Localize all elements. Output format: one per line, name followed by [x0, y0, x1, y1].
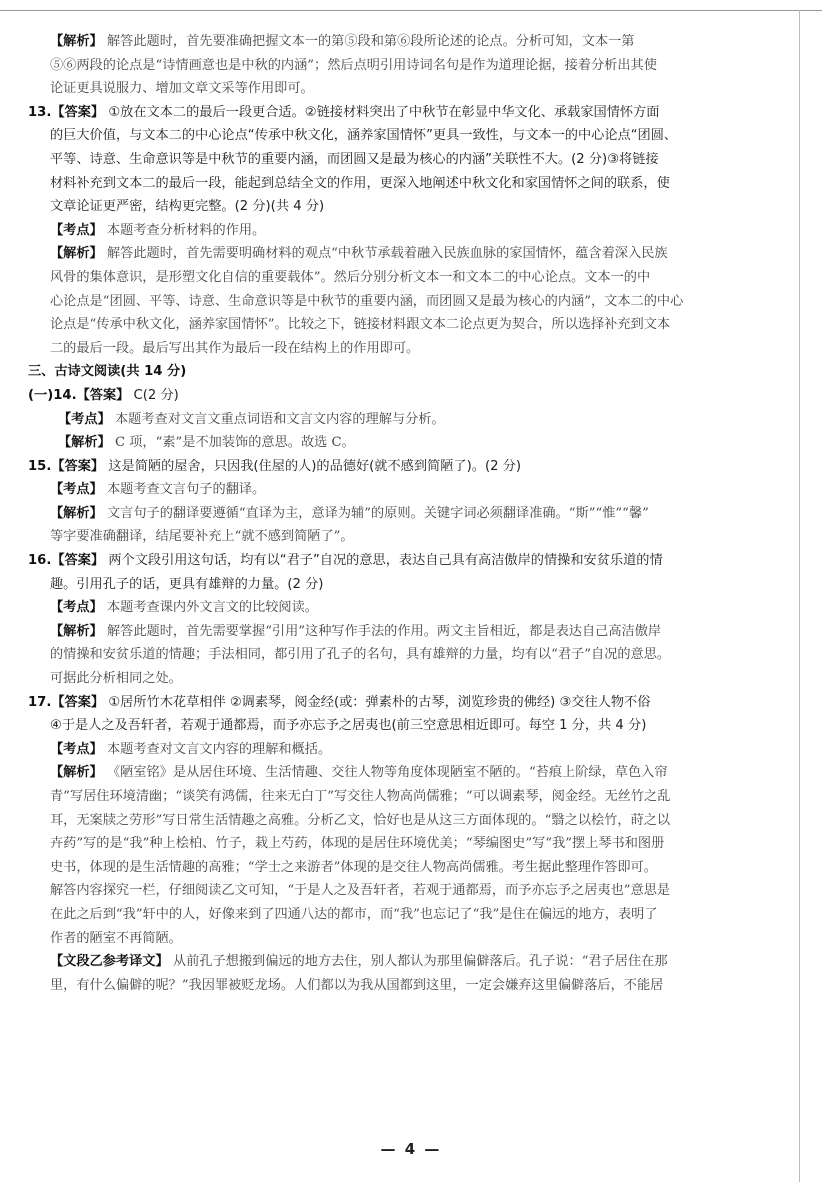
text-line [28, 573, 780, 597]
line-text: 材料补充到文本二的最后一段，能起到总结全文的作用，更深入地阐述中秋文化和家国情怀之间的联系，使 [50, 175, 670, 191]
text-line [28, 242, 780, 266]
section-tag: 【解析】 [58, 435, 111, 451]
line-text: 卉药”写的是“我”种上桧柏、竹子，栽上芍药，体现的是居住环境优美；“琴编图史”写“我”摆上琴书和图册 [50, 836, 665, 852]
page-right-edge [799, 10, 800, 1182]
line-text: 从前孔子想搬到偏远的地方去住，别人都认为那里偏僻落后。孔子说：“君子居住在那 [168, 954, 668, 970]
line-text: 在此之后到“我”轩中的人，好像来到了四通八达的都市，而“我”也忘记了“我”是住在偏远的地方，表明了 [50, 906, 658, 922]
line-text: ⑤⑥两段的论点是“诗情画意也是中秋的内涵”；然后点明引用诗词名句是作为道理论据，接着分析出其使 [50, 57, 657, 73]
question-number: 15. [28, 458, 52, 474]
line-text: ①居所竹木花草相伴 ②调素琴，阅金经(或：弹素朴的古琴，浏览珍贵的佛经) ③交往人物不俗 [104, 694, 651, 710]
section-tag: 【考点】 [50, 600, 103, 616]
text-line [28, 219, 780, 243]
line-text: ④于是人之及吾轩者，若观于通都焉，而予亦忘予之居夷也(前三空意思相近即可。每空 1 分，共 4 分) [50, 718, 647, 734]
text-line [28, 478, 780, 502]
line-text: 心论点是“团圆、平等、诗意、生命意识等是中秋节的重要内涵，而团圆又是最为核心的内涵”，文本二的中心 [50, 293, 684, 309]
line-text: 本题考查课内外文言文的比较阅读。 [102, 600, 318, 616]
line-text: 趣。引用孔子的话，更具有雄辩的力量。(2 分) [50, 576, 324, 592]
line-text: ①放在文本二的最后一段更合适。②链接材料突出了中秋节在彰显中华文化、承载家国情怀方面 [104, 104, 660, 120]
text-line [28, 124, 780, 148]
text-line [28, 832, 780, 856]
line-text: 本题考查分析材料的作用。 [102, 222, 266, 238]
line-text: 可据此分析相同之处。 [50, 671, 182, 687]
line-text: 二的最后一段。最后写出其作为最后一段在结构上的作用即可。 [50, 340, 420, 356]
line-text: 解答此题时，首先需要掌握“引用”这种写作手法的作用。两文主旨相近，都是表达自己高洁傲岸 [102, 623, 662, 639]
text-line [28, 785, 780, 809]
text-line [28, 172, 780, 196]
line-text: 本题考查对文言文重点词语和文言文内容的理解与分析。 [110, 411, 445, 427]
text-line [28, 30, 780, 54]
page-number: — 4 — [380, 1140, 442, 1158]
line-text: 史书，体现的是生活情趣的高雅；“学士之来游者”体现的是交往人物高尚儒雅。考生据此整理作答即可。 [50, 859, 657, 875]
line-text: C 项，“素”是不加装饰的意思。故选 C。 [110, 435, 355, 451]
line-text: 的情操和安贫乐道的情趣；手法相同，都引用了孔子的名句，具有雄辩的力量，均有以“君子”自况的意思。 [50, 647, 671, 663]
text-line [28, 691, 780, 715]
text-line [28, 620, 780, 644]
line-text: 文章论证更严密，结构更完整。(2 分)(共 4 分) [50, 199, 325, 215]
text-line [28, 974, 780, 998]
text-line [28, 927, 780, 951]
line-text: 青”写居住环境清幽；“谈笑有鸿儒，往来无白丁”写交往人物高尚儒雅；“可以调素琴，阅金经。无丝竹之乱 [50, 789, 671, 804]
line-text: 解答内容探究一栏，仔细阅读乙文可知，“于是人之及吾轩者，若观于通都焉，而予亦忘予之居夷也”意思是 [50, 883, 671, 899]
line-text: 平等、诗意、生命意识等是中秋节的重要内涵，而团圆又是最为核心的内涵”关联性不大。(2 分)③将链接 [50, 151, 659, 167]
text-line [28, 761, 780, 785]
text-line [28, 502, 780, 526]
section-tag: 【考点】 [50, 482, 103, 498]
text-line [28, 290, 780, 314]
text-line [28, 809, 780, 833]
line-text: 本题考查文言句子的翻译。 [102, 482, 266, 498]
question-number: 16. [28, 553, 52, 569]
line-text: 解答此题时，首先要准确把握文本一的第⑤段和第⑥段所论述的论点。分析可知，文本一第 [102, 34, 635, 49]
section-tag: 【答案】 [51, 553, 105, 569]
section-tag: 【解析】 [50, 623, 103, 639]
question-number: 13. [28, 104, 52, 120]
text-line [28, 856, 780, 880]
line-text: 这是简陋的屋舍，只因我(住屋的人)的品德好(就不感到简陋了)。(2 分) [104, 458, 522, 474]
section-tag: 【答案】 [51, 458, 105, 474]
line-text: 的巨大价值，与文本二的中心论点“传承中秋文化，涵养家国情怀”更具一致性，与文本一的中心论点“团圆、 [50, 128, 678, 144]
line-text: C(2 分) [129, 387, 179, 403]
text-line [28, 549, 780, 573]
section-tag: 【解析】 [50, 246, 103, 262]
line-text: 《陋室铭》是从居住环境、生活情趣、交往人物等角度体现陋室不陋的。“苔痕上阶绿，草色入帘 [102, 765, 668, 781]
text-line [28, 950, 780, 974]
section-tag: 【解析】 [50, 505, 103, 521]
line-text: 等字要准确翻译，结尾要补充上“就不感到简陋了”。 [50, 529, 354, 545]
section-tag: 【答案】 [76, 387, 130, 403]
line-text: 里，有什么偏僻的呢？”我因罪被贬龙场。人们都以为我从国都到这里，一定会嫌弃这里偏僻落后，不能居 [50, 977, 664, 993]
line-text: 作者的陋室不再简陋。 [50, 930, 182, 946]
text-line [28, 148, 780, 172]
section-tag: 【答案】 [51, 694, 105, 710]
text-line [28, 596, 780, 620]
section-tag: 【答案】 [51, 104, 105, 120]
line-text: 三、古诗文阅读(共 14 分) [28, 364, 187, 380]
page-top-edge [0, 0, 822, 11]
line-text: 风骨的集体意识，是形塑文化自信的重要载体”。然后分别分析文本一和文本二的中心论点。文本一的中 [50, 269, 651, 285]
line-text: 本题考查对文言文内容的理解和概括。 [102, 741, 332, 757]
text-line [28, 54, 780, 78]
line-text: 论点是“传承中秋文化，涵养家国情怀”。比较之下，链接材料跟文本二论点更为契合，所以选择补充到文本 [50, 317, 671, 333]
text-line [28, 266, 780, 290]
section-tag: 【考点】 [50, 741, 103, 757]
text-line [28, 455, 780, 479]
text-line [28, 667, 780, 691]
text-line [28, 431, 780, 455]
line-text: 文言句子的翻译要遵循“直译为主，意译为辅”的原则。关键字词必须翻译准确。“斯”“惟”“馨” [102, 505, 649, 521]
line-text: 论证更具说服力、增加文章文采等作用即可。 [50, 81, 314, 97]
text-line [28, 714, 780, 738]
section-tag: 【考点】 [50, 222, 103, 238]
text-line [28, 337, 780, 361]
line-text: 两个文段引用这句话，均有以“君子”自况的意思，表达自己具有高洁傲岸的情操和安贫乐道的情 [104, 553, 663, 569]
text-line [28, 525, 780, 549]
section-tag: 【考点】 [58, 411, 111, 427]
text-line [28, 360, 780, 384]
text-line [28, 643, 780, 667]
text-line [28, 408, 780, 432]
question-number: 17. [28, 694, 52, 710]
question-number: (一)14. [28, 387, 77, 403]
text-line [28, 384, 780, 408]
line-text: 解答此题时，首先需要明确材料的观点“中秋节承载着融入民族血脉的家国情怀，蕴含着深入民族 [102, 246, 668, 262]
text-line [28, 879, 780, 903]
text-line [28, 313, 780, 337]
section-tag: 【解析】 [50, 765, 103, 781]
section-tag: 【解析】 [50, 34, 103, 49]
line-text: 耳，无案牍之劳形”写日常生活情趣之高雅。分析乙文，恰好也是从这三方面体现的。“翳之以桧竹，莳之以 [50, 812, 671, 828]
text-line [28, 903, 780, 927]
section-tag: 【文段乙参考译文】 [50, 954, 169, 970]
text-line [28, 101, 780, 125]
answer-key-content [28, 30, 780, 997]
text-line [28, 195, 780, 219]
text-line [28, 738, 780, 762]
text-line [28, 77, 780, 101]
